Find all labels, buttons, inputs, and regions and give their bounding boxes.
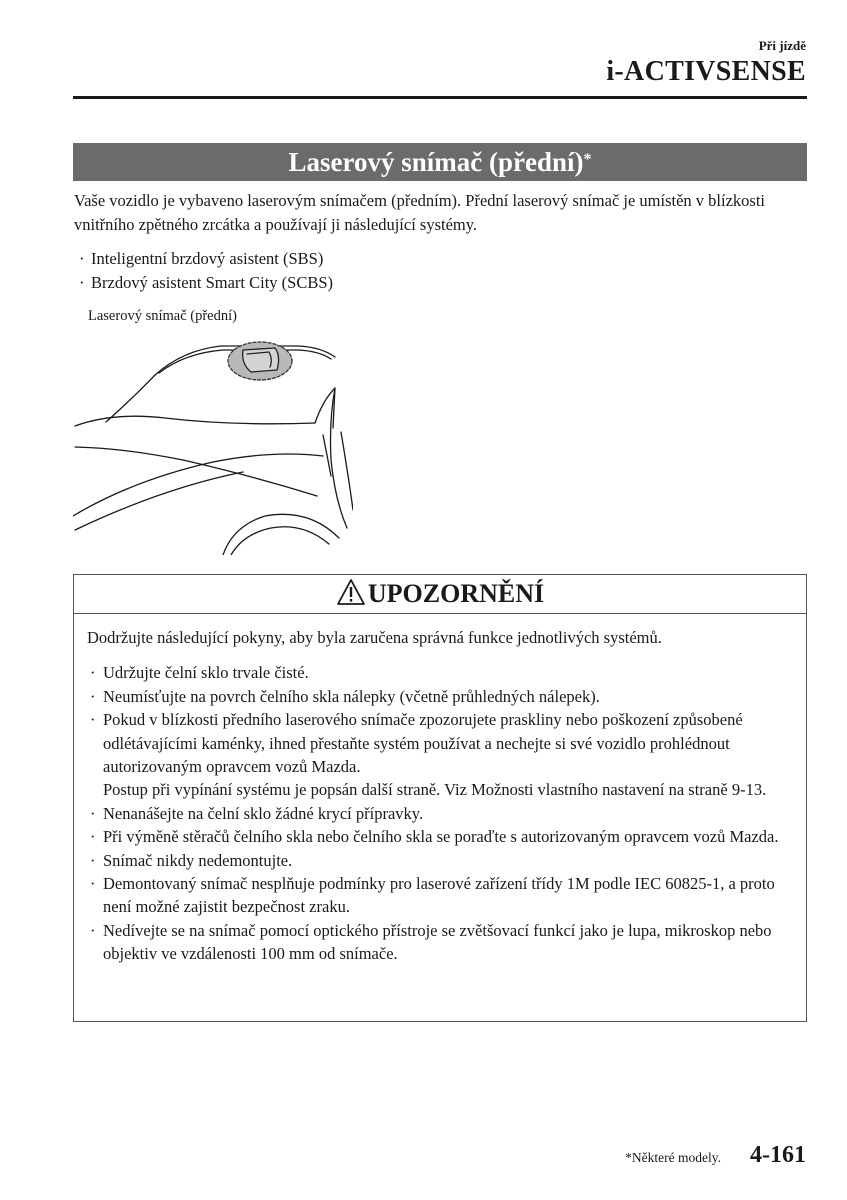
windshield-laser-sensor-illustration (73, 330, 353, 555)
running-header-section: Při jízdě (758, 38, 806, 53)
caution-box (73, 574, 807, 1022)
caution-list (87, 661, 792, 965)
warning-triangle-icon (336, 578, 366, 606)
caution-item-text: Pokud v blízkosti předního laserového snímače zpozorujete praskliny nebo poškození způsobené odlétávajícími kaménky, ihned přestaňte systém používat a nechejte si své vozidlo prohlédnout autorizovaným opravcem vozů Mazda. (103, 710, 743, 777)
caution-item: · Demontovaný snímač nesplňuje podmínky pro laserové zařízení třídy 1M podle IEC 60825-1, a proto není možné zajistit bezpečnost zraku. (87, 872, 792, 919)
section-title: Laserový snímač (přední) (288, 147, 584, 177)
caution-item-note: Postup při vypínání systému je popsán další straně. Viz Možnosti vlastního nastavení na straně 9-13. (103, 780, 767, 800)
section-title-footnote-mark: * (583, 151, 592, 168)
intro-block (74, 189, 794, 295)
caution-lead: Dodržujte následující pokyny, aby byla zaručena správná funkce jednotlivých systémů. (87, 628, 662, 647)
section-title-bar (73, 143, 807, 181)
caution-item: · Při výměně stěračů čelního skla nebo čelního skla se poraďte s autorizovaným opravcem vozů Mazda. (87, 825, 792, 848)
caution-title: UPOZORNĚNÍ (367, 579, 545, 608)
footnote: *Některé modely. (625, 1150, 721, 1165)
page-number: 4-161 (750, 1142, 806, 1168)
running-header-chapter: i-ACTIVSENSE (606, 56, 806, 87)
systems-list (74, 247, 794, 295)
caution-header (74, 575, 806, 614)
caution-item (87, 708, 792, 802)
header-rule (73, 96, 807, 99)
intro-paragraph: Vaše vozidlo je vybaveno laserovým snímačem (předním). Přední laserový snímač je umístěn v blízkosti vnitřního zpětného zrcátka a používají ji následující systémy. (74, 191, 766, 234)
caution-body (74, 614, 806, 966)
systems-list-item: · Inteligentní brzdový asistent (SBS) (74, 247, 794, 271)
caution-item: · Nenanášejte na čelní sklo žádné krycí přípravky. (87, 802, 792, 825)
figure-caption: Laserový snímač (přední) (88, 308, 237, 324)
caution-item: · Snímač nikdy nedemontujte. (87, 849, 792, 872)
systems-list-item: · Brzdový asistent Smart City (SCBS) (74, 271, 794, 295)
caution-item: · Nedívejte se na snímač pomocí optického přístroje se zvětšovací funkcí jako je lupa, mikroskop nebo objektiv ve vzdálenosti 100 mm od snímače. (87, 919, 792, 966)
caution-item: · Neumísťujte na povrch čelního skla nálepky (včetně průhledných nálepek). (87, 685, 792, 708)
caution-item: · Udržujte čelní sklo trvale čisté. (87, 661, 792, 684)
